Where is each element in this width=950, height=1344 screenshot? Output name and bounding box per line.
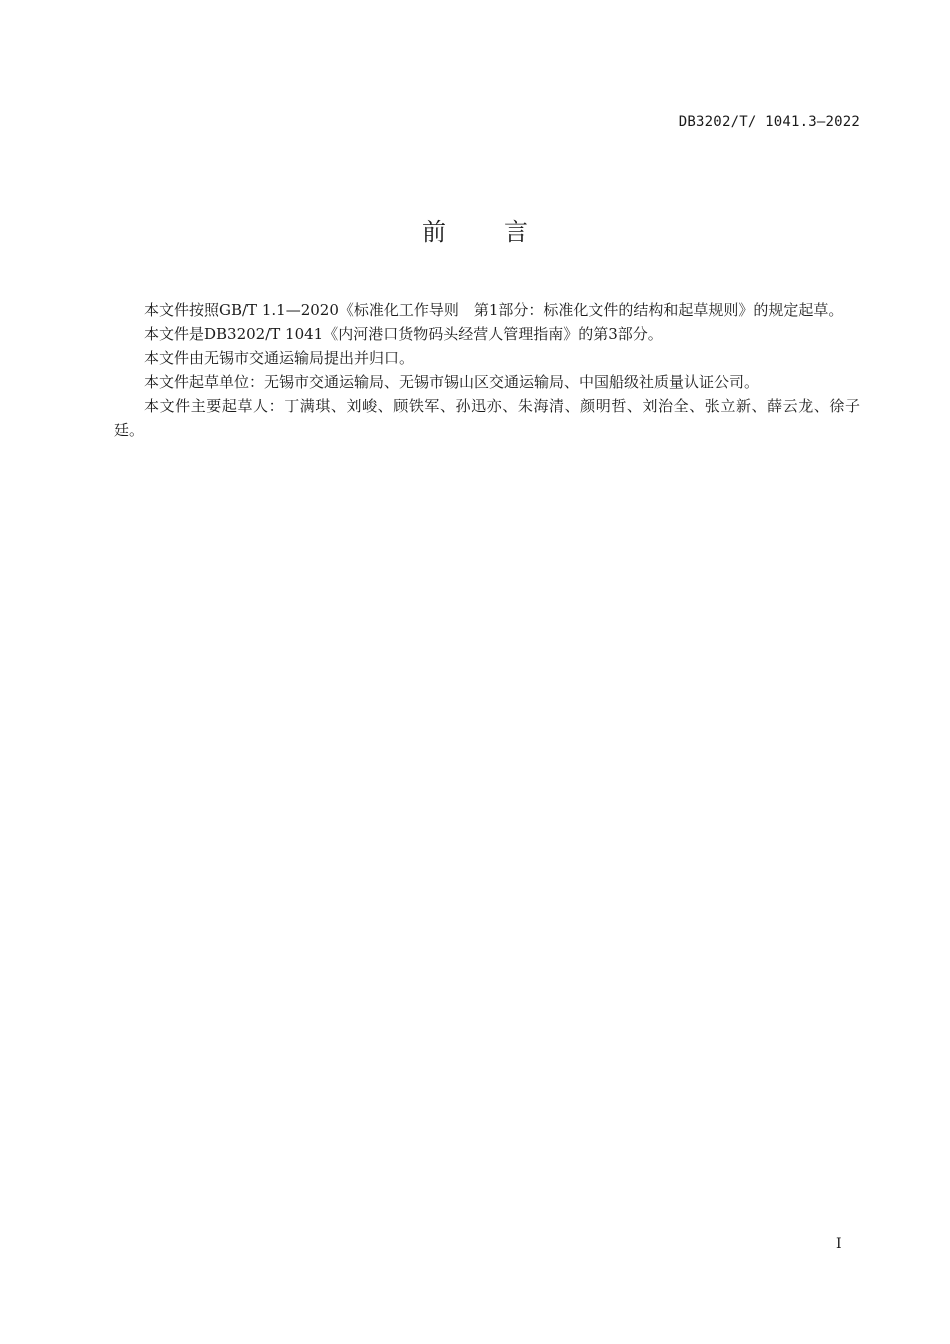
document-code: DB3202/T/ 1041.3—2022 [678,114,860,130]
title-char-2: 言 [504,218,528,246]
foreword-body [114,298,860,442]
paragraph-proposer: 本文件由无锡市交通运输局提出并归口。 [144,349,415,367]
paragraph-drafting-units: 本文件起草单位：无锡市交通运输局、无锡市锡山区交通运输局、中国船级社质量认证公司。 [144,373,760,391]
paragraph-drafting-rules: 本文件按照GB/T 1.1—2020《标准化工作导则 第1部分：标准化文件的结构和起草规则》的规定起草。 [144,301,844,319]
paragraph-part-info: 本文件是DB3202/T 1041《内河港口货物码头经营人管理指南》的第3部分。 [144,325,663,343]
title-char-1: 前 [422,218,446,246]
page-title [0,212,950,247]
page-number: I [836,1236,842,1252]
paragraph-drafters: 本文件主要起草人：丁满琪、刘峻、顾铁军、孙迅亦、朱海清、颜明哲、刘治全、张立新、薛云龙、徐子廷。 [114,397,860,439]
